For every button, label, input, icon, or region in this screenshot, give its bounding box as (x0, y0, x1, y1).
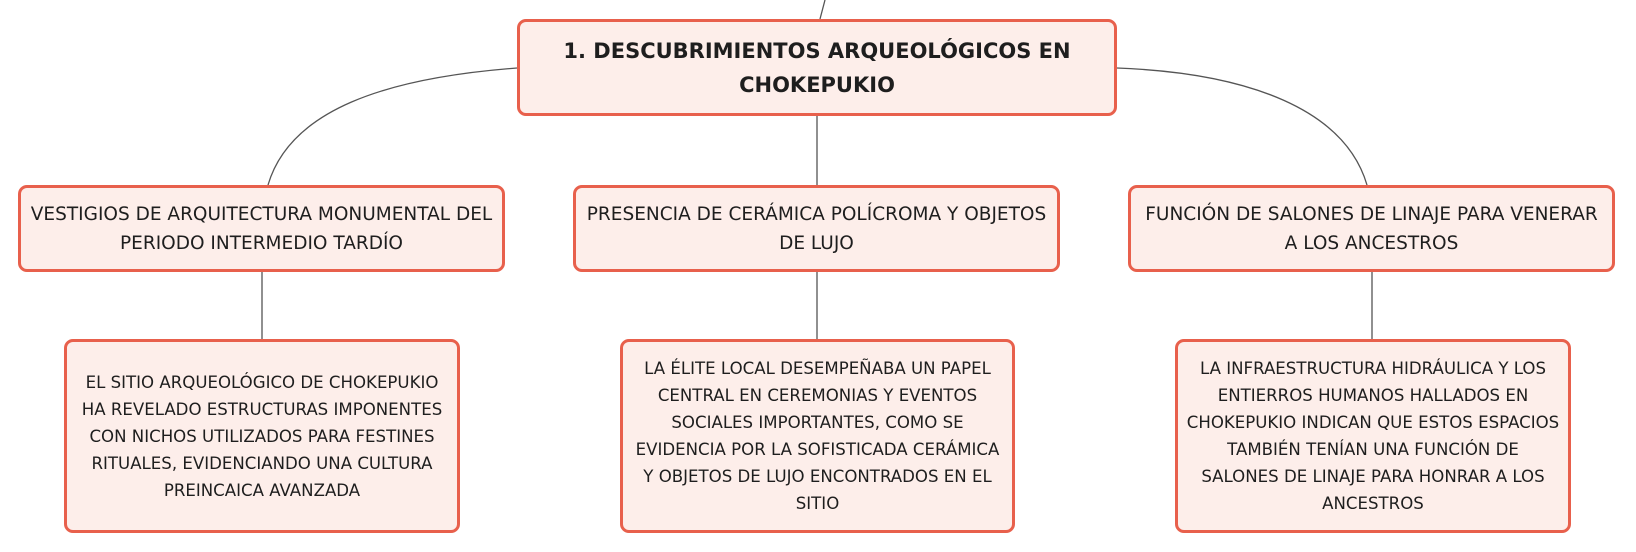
root-topic-node[interactable] (517, 19, 1117, 116)
topic-node-arquitectura[interactable] (18, 185, 505, 272)
detail-node-arquitectura[interactable] (64, 339, 460, 533)
connector-root-topic-1 (268, 68, 517, 185)
connector-root-topic-3 (1117, 68, 1367, 185)
topic-node-salones-linaje[interactable] (1128, 185, 1615, 272)
detail-node-ceramica[interactable] (620, 339, 1015, 533)
detail-text: LA INFRAESTRUCTURA HIDRÁULICA Y LOS ENTIERROS HUMANOS HALLADOS EN CHOKEPUKIO INDICAN QUE ESTOS ESPACIOS TAMBIÉN TENÍAN UNA FUNCIÓN DE SALONES DE LINAJE PARA HONRAR A LOS ANCESTROS (1186, 359, 1560, 513)
detail-node-salones-linaje[interactable] (1175, 339, 1571, 533)
topic-label: FUNCIÓN DE SALONES DE LINAJE PARA VENERAR A LOS ANCESTROS (1145, 203, 1598, 254)
connector-from-parent (820, 0, 825, 19)
topic-label: PRESENCIA DE CERÁMICA POLÍCROMA Y OBJETOS DE LUJO (586, 203, 1047, 254)
topic-label: VESTIGIOS DE ARQUITECTURA MONUMENTAL DEL PERIODO INTERMEDIO TARDÍO (30, 203, 493, 254)
topic-node-ceramica[interactable] (573, 185, 1060, 272)
root-topic-label: 1. DESCUBRIMIENTOS ARQUEOLÓGICOS EN CHOKEPUKIO (563, 38, 1071, 97)
detail-text: EL SITIO ARQUEOLÓGICO DE CHOKEPUKIO HA REVELADO ESTRUCTURAS IMPONENTES CON NICHOS UTILIZADOS PARA FESTINES RITUALES, EVIDENCIANDO UNA CULTURA PREINCAICA AVANZADA (81, 372, 443, 500)
detail-text: LA ÉLITE LOCAL DESEMPEÑABA UN PAPEL CENTRAL EN CEREMONIAS Y EVENTOS SOCIALES IMPORTANTES, COMO SE EVIDENCIA POR LA SOFISTICADA CERÁMICA Y OBJETOS DE LUJO ENCONTRADOS EN EL SITIO (635, 359, 1000, 513)
